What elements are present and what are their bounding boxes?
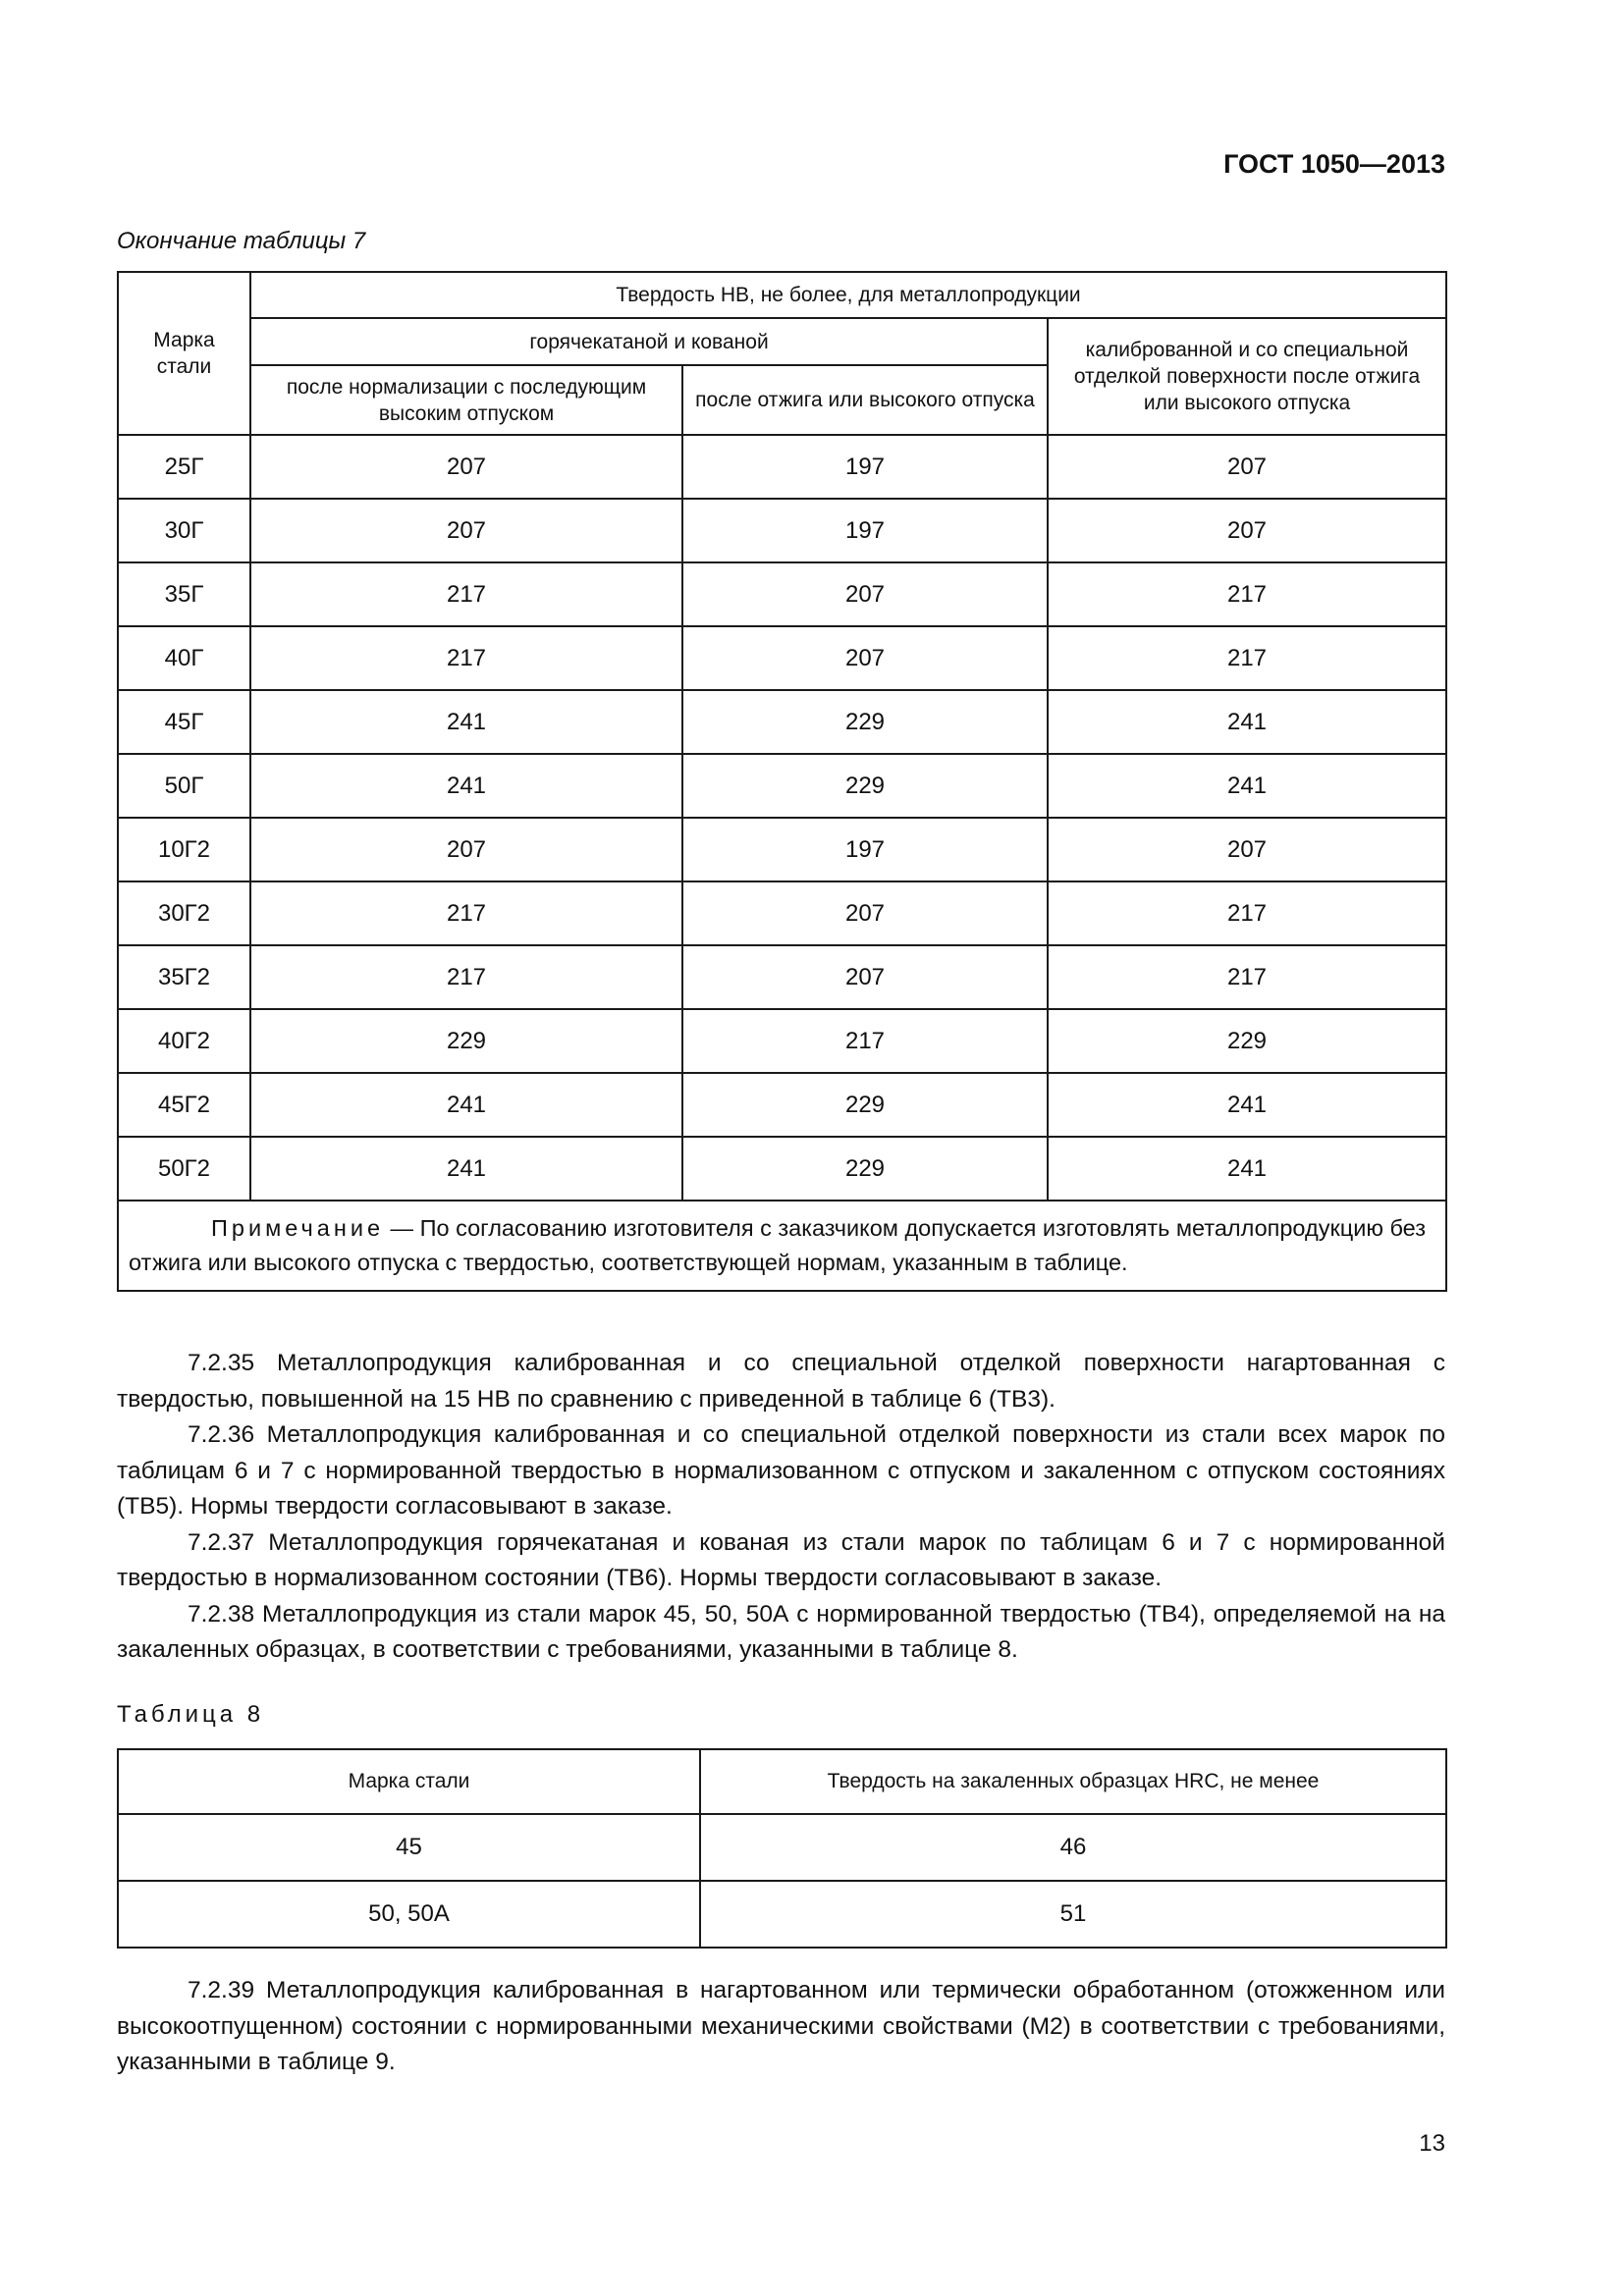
hardness-value-cell: 207: [250, 818, 682, 881]
table-row: [118, 1073, 1446, 1137]
table-row: [118, 945, 1446, 1009]
hardness-table-7: [117, 271, 1447, 1292]
table-row: [118, 881, 1446, 945]
table-row: [118, 1009, 1446, 1073]
steel-grade-cell: 40Г2: [118, 1009, 250, 1073]
steel-grade-cell: 10Г2: [118, 818, 250, 881]
hardness-value-cell: 241: [250, 1073, 682, 1137]
hardness-value-cell: 207: [682, 881, 1048, 945]
paragraph-7-2-39: [117, 1973, 1445, 2081]
column-header-annealed: после отжига или высокого отпуска: [682, 365, 1048, 435]
column-header-grade: Марка стали: [118, 272, 250, 435]
hardness-value-cell: 241: [250, 754, 682, 818]
hardness-value-cell: 217: [682, 1009, 1048, 1073]
page-number: 13: [1419, 2130, 1445, 2157]
table-row: [118, 562, 1446, 626]
body-paragraph: 7.2.35 Металлопродукция калиброванная и со специальной отделкой поверхности нагартованная с твердостью, повышенной на 15 НВ по сравнению с приведенной в таблице 6 (ТВ3).: [117, 1350, 1445, 1413]
hardness-value-cell: 229: [682, 754, 1048, 818]
hardness-value-cell: 207: [682, 562, 1048, 626]
steel-grade-cell: 30Г2: [118, 881, 250, 945]
steel-grade-cell: 35Г: [118, 562, 250, 626]
hardness-value-cell: 241: [1048, 1137, 1446, 1201]
hardness-value-cell: 207: [682, 945, 1048, 1009]
hardness-value-cell: 207: [250, 435, 682, 499]
table-row: [118, 1814, 1446, 1881]
document-code: ГОСТ 1050—2013: [1223, 149, 1445, 179]
hardness-value-cell: 217: [1048, 881, 1446, 945]
hardness-value-cell: 217: [250, 945, 682, 1009]
hardness-value-cell: 241: [250, 690, 682, 754]
note-label: Примечание: [211, 1215, 385, 1241]
hardness-value-cell: 217: [1048, 626, 1446, 690]
column-header-hardness-group: Твердость НВ, не более, для металлопродукции: [250, 272, 1446, 318]
steel-grade-cell: 50Г: [118, 754, 250, 818]
body-paragraph: 7.2.37 Металлопродукция горячекатаная и кованая из стали марок по таблицам 6 и 7 с нормированной твердостью в нормализованном состоянии (ТВ6). Нормы твердости согласовывают в заказе.: [117, 1528, 1445, 1591]
table-row: [118, 499, 1446, 562]
steel-grade-cell: 25Г: [118, 435, 250, 499]
table-row: [118, 690, 1446, 754]
column-header-normalized: после нормализации с последующим высоким отпуском: [250, 365, 682, 435]
hardness-value-cell: 229: [682, 1137, 1048, 1201]
hardness-value-cell: 217: [250, 626, 682, 690]
column-header-calibrated: калиброванной и со специальной отделкой поверхности после отжига или высокого отпуска: [1048, 318, 1446, 435]
hardness-value-cell: 217: [250, 881, 682, 945]
hardness-value-cell: 197: [682, 499, 1048, 562]
hardness-value-cell: 197: [682, 818, 1048, 881]
table-row: [118, 818, 1446, 881]
hardness-value-cell: 217: [1048, 562, 1446, 626]
table-row: [118, 1881, 1446, 1948]
body-paragraph: 7.2.36 Металлопродукция калиброванная и со специальной отделкой поверхности из стали всех марок по таблицам 6 и 7 с нормированной твердостью в нормализованном с отпуском и закаленном с отпуском состояниях (ТВ5). Нормы твердости согласовывают в заказе.: [117, 1421, 1445, 1520]
steel-grade-cell: 45: [118, 1814, 700, 1881]
table7-body: [118, 435, 1446, 1201]
column-header-hot-rolled: горячекатаной и кованой: [250, 318, 1048, 365]
hrc-value-cell: 51: [700, 1881, 1446, 1948]
hardness-value-cell: 241: [1048, 754, 1446, 818]
body-paragraph: 7.2.38 Металлопродукция из стали марок 45, 50, 50А с нормированной твердостью (ТВ4), определяемой на на закаленных образцах, в соответствии с требованиями, указанными в таблице 8.: [117, 1600, 1445, 1663]
hardness-value-cell: 217: [1048, 945, 1446, 1009]
hardness-value-cell: 207: [1048, 435, 1446, 499]
hardness-value-cell: 207: [1048, 499, 1446, 562]
steel-grade-cell: 50, 50А: [118, 1881, 700, 1948]
body-paragraph: 7.2.39 Металлопродукция калиброванная в нагартованном или термически обработанном (отожженном или высокоотпущенном) состоянии с нормированными механическими свойствами (М2) в соответствии с требованиями, указанными в таблице 9.: [117, 1977, 1445, 2075]
table7-caption: Окончание таблицы 7: [117, 228, 366, 254]
hardness-value-cell: 241: [1048, 690, 1446, 754]
table8-caption: Таблица 8: [117, 1701, 265, 1728]
steel-grade-cell: 45Г: [118, 690, 250, 754]
hardness-value-cell: 229: [682, 1073, 1048, 1137]
hardness-value-cell: 241: [250, 1137, 682, 1201]
steel-grade-cell: 35Г2: [118, 945, 250, 1009]
hardness-table-8: [117, 1748, 1447, 1949]
table-row: [118, 435, 1446, 499]
hardness-value-cell: 207: [682, 626, 1048, 690]
hardness-value-cell: 241: [1048, 1073, 1446, 1137]
paragraphs-7-2-35-to-7-2-38: [117, 1346, 1445, 1669]
hardness-value-cell: 229: [682, 690, 1048, 754]
table8-body: [118, 1814, 1446, 1948]
hrc-value-cell: 46: [700, 1814, 1446, 1881]
note-text: — По согласованию изготовителя с заказчиком допускается изготовлять металлопродукцию без отжига или высокого отпуска с твердостью, соответствующей нормам, указанным в таблице.: [129, 1215, 1426, 1275]
hardness-value-cell: 229: [1048, 1009, 1446, 1073]
steel-grade-cell: 50Г2: [118, 1137, 250, 1201]
table-row: [118, 1137, 1446, 1201]
hardness-value-cell: 229: [250, 1009, 682, 1073]
column-header-grade: Марка стали: [118, 1749, 700, 1814]
table-row: [118, 626, 1446, 690]
table-row: [118, 754, 1446, 818]
hardness-value-cell: 207: [250, 499, 682, 562]
table7-note: [118, 1201, 1446, 1291]
hardness-value-cell: 217: [250, 562, 682, 626]
steel-grade-cell: 30Г: [118, 499, 250, 562]
column-header-hrc: Твердость на закаленных образцах HRC, не менее: [700, 1749, 1446, 1814]
steel-grade-cell: 40Г: [118, 626, 250, 690]
steel-grade-cell: 45Г2: [118, 1073, 250, 1137]
hardness-value-cell: 207: [1048, 818, 1446, 881]
hardness-value-cell: 197: [682, 435, 1048, 499]
